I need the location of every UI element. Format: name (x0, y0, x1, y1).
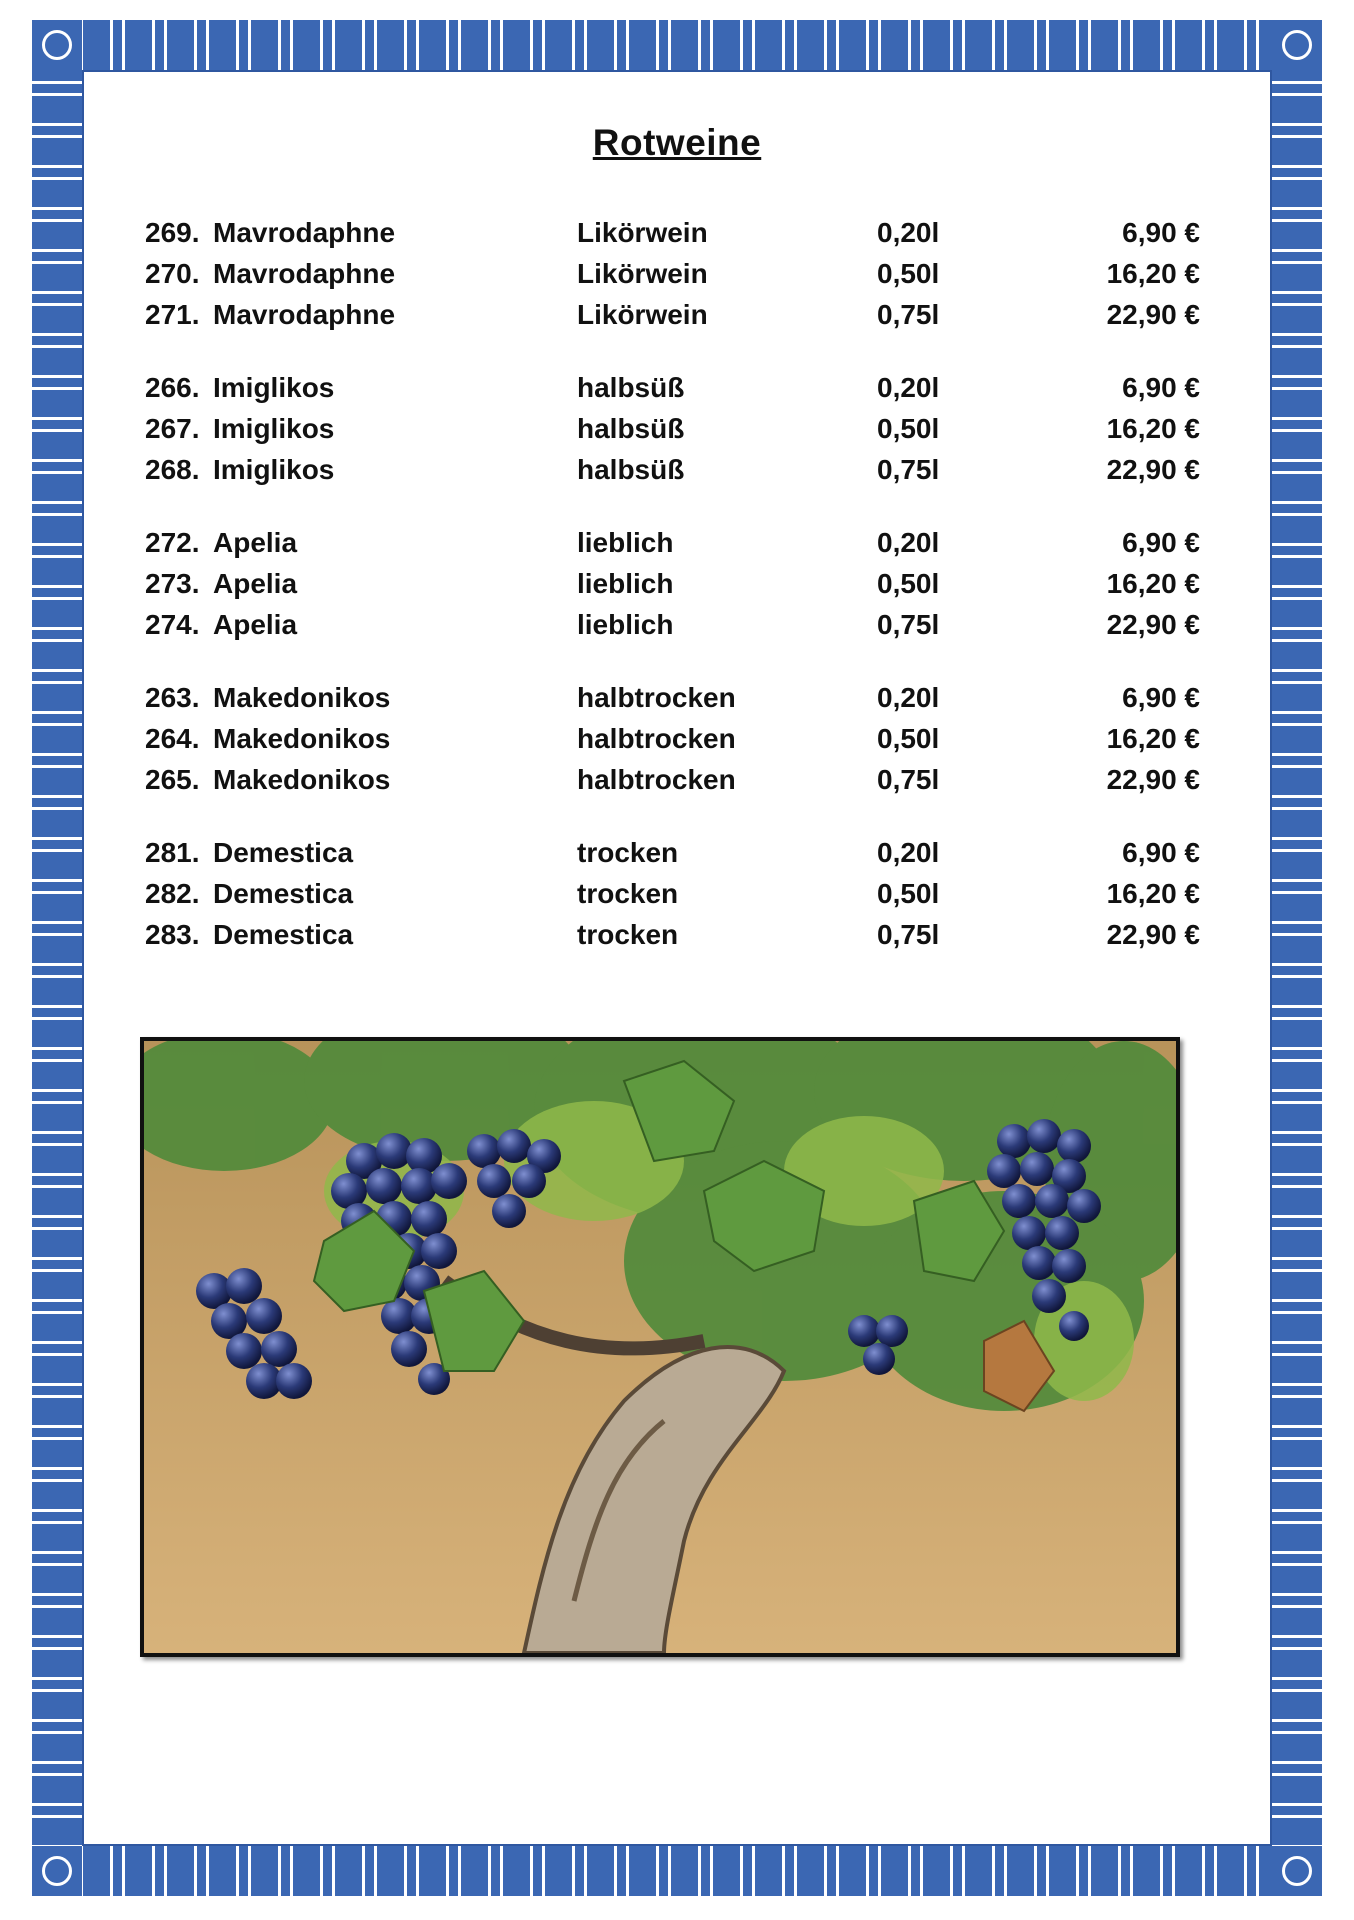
wine-row (145, 873, 1200, 914)
wine-row (145, 677, 1200, 718)
wine-type: lieblich (577, 568, 674, 599)
volume: 0,20l (877, 682, 940, 713)
price: 6,90 € (1122, 527, 1200, 558)
wine-row (145, 367, 1200, 408)
wine-type: lieblich (577, 609, 674, 640)
volume: 0,50l (877, 723, 940, 754)
corner-ornament-icon (1272, 1846, 1322, 1896)
wine-name: Makedonikos (213, 682, 391, 713)
wine-name: Mavrodaphne (213, 258, 396, 289)
volume: 0,75l (877, 454, 940, 485)
wine-group (145, 367, 1200, 490)
wine-type: halbsüß (577, 372, 685, 403)
volume: 0,20l (877, 527, 940, 558)
wine-row (145, 759, 1200, 800)
corner-ornament-icon (32, 1846, 82, 1896)
wine-row (145, 604, 1200, 645)
wine-group (145, 677, 1200, 800)
item-number: 270. (145, 258, 200, 289)
wine-row (145, 914, 1200, 955)
wine-type: Likörwein (577, 299, 708, 330)
volume: 0,75l (877, 299, 940, 330)
wine-type: halbtrocken (577, 682, 736, 713)
price: 16,20 € (1106, 878, 1200, 909)
corner-ornament-icon (32, 20, 82, 70)
wine-row (145, 718, 1200, 759)
item-number: 267. (145, 413, 200, 444)
greek-key-border-left (32, 20, 82, 1896)
wine-name: Demestica (213, 878, 354, 909)
item-number: 283. (145, 919, 200, 950)
wine-type: trocken (577, 837, 679, 868)
wine-group (145, 212, 1200, 335)
wine-group (145, 832, 1200, 955)
volume: 0,20l (877, 837, 940, 868)
wine-type: trocken (577, 919, 679, 950)
price: 16,20 € (1106, 258, 1200, 289)
volume: 0,50l (877, 413, 940, 444)
price: 22,90 € (1106, 919, 1200, 950)
wine-row (145, 212, 1200, 253)
wine-name: Mavrodaphne (213, 217, 396, 248)
wine-name: Imiglikos (213, 413, 335, 444)
volume: 0,50l (877, 568, 940, 599)
wine-row (145, 449, 1200, 490)
wine-type: halbsüß (577, 454, 685, 485)
item-number: 264. (145, 723, 200, 754)
wine-row (145, 522, 1200, 563)
wine-name: Apelia (213, 527, 298, 558)
item-number: 272. (145, 527, 200, 558)
page-title: Rotweine (592, 122, 762, 163)
volume: 0,75l (877, 919, 940, 950)
item-number: 265. (145, 764, 200, 795)
wine-row (145, 408, 1200, 449)
wine-row (145, 294, 1200, 335)
wine-type: Likörwein (577, 258, 708, 289)
item-number: 274. (145, 609, 200, 640)
corner-ornament-icon (1272, 20, 1322, 70)
wine-name: Demestica (213, 919, 354, 950)
price: 22,90 € (1106, 454, 1200, 485)
price: 22,90 € (1106, 299, 1200, 330)
item-number: 271. (145, 299, 200, 330)
item-number: 281. (145, 837, 200, 868)
wine-type: trocken (577, 878, 679, 909)
price: 16,20 € (1106, 568, 1200, 599)
volume: 0,50l (877, 258, 940, 289)
item-number: 268. (145, 454, 200, 485)
greek-key-border-top (32, 20, 1322, 70)
volume: 0,75l (877, 764, 940, 795)
volume: 0,50l (877, 878, 940, 909)
wine-type: halbtrocken (577, 764, 736, 795)
price: 22,90 € (1106, 764, 1200, 795)
wine-type: lieblich (577, 527, 674, 558)
wine-name: Demestica (213, 837, 354, 868)
wine-name: Makedonikos (213, 723, 391, 754)
price: 16,20 € (1106, 723, 1200, 754)
wine-name: Imiglikos (213, 454, 335, 485)
greek-key-border-bottom (32, 1846, 1322, 1896)
wine-name: Apelia (213, 609, 298, 640)
wine-row (145, 253, 1200, 294)
volume: 0,75l (877, 609, 940, 640)
price: 16,20 € (1106, 413, 1200, 444)
wine-name: Apelia (213, 568, 298, 599)
volume: 0,20l (877, 217, 940, 248)
item-number: 269. (145, 217, 200, 248)
price: 6,90 € (1122, 837, 1200, 868)
wine-group (145, 522, 1200, 645)
item-number: 273. (145, 568, 200, 599)
price: 22,90 € (1106, 609, 1200, 640)
wine-type: halbtrocken (577, 723, 736, 754)
wine-name: Imiglikos (213, 372, 335, 403)
price: 6,90 € (1122, 217, 1200, 248)
greek-key-border-right (1272, 20, 1322, 1896)
wine-row (145, 832, 1200, 873)
grapevine-photo (140, 1037, 1180, 1657)
wine-name: Makedonikos (213, 764, 391, 795)
wine-list (145, 212, 1200, 987)
wine-name: Mavrodaphne (213, 299, 396, 330)
price: 6,90 € (1122, 372, 1200, 403)
price: 6,90 € (1122, 682, 1200, 713)
item-number: 266. (145, 372, 200, 403)
wine-type: halbsüß (577, 413, 685, 444)
wine-row (145, 563, 1200, 604)
wine-type: Likörwein (577, 217, 708, 248)
volume: 0,20l (877, 372, 940, 403)
item-number: 282. (145, 878, 200, 909)
item-number: 263. (145, 682, 200, 713)
